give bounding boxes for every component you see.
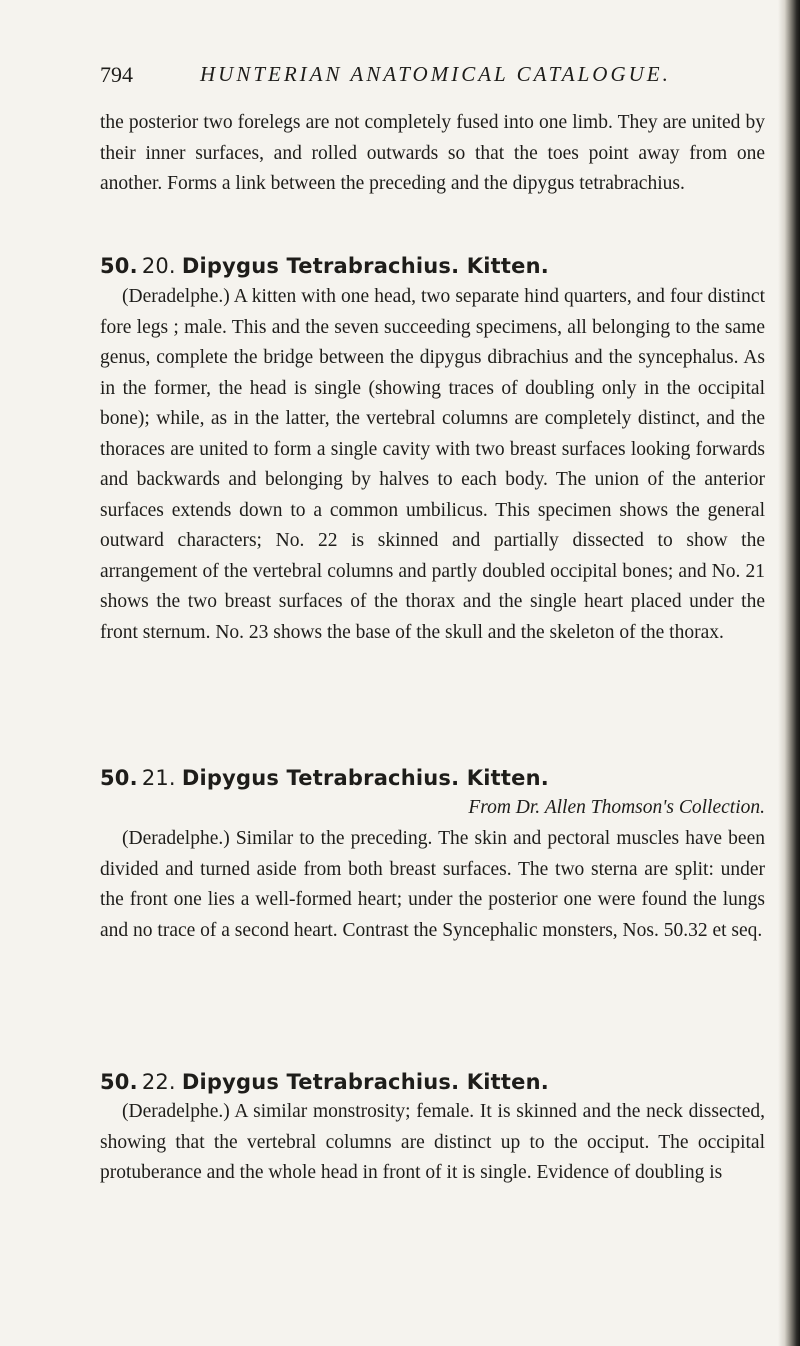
entry-text-50-21: (Deradelphe.) Similar to the preceding. The skin and pectoral muscles have been divided and turned aside from both breast surfaces. The two sterna are split: under the front one lies a well-formed heart; under the posterior one were found the lungs and no trace of a second heart. Contrast the Syncephalic monsters, Nos. 50.32 et seq.	[100, 828, 765, 941]
running-head	[100, 62, 780, 92]
entry-heading-50-22	[100, 1068, 765, 1096]
entry-title: Dipygus Tetrabrachius. Kitten.	[181, 1070, 549, 1094]
book-page-edge	[778, 0, 800, 1346]
entry-number: 50.	[100, 254, 138, 278]
entry-number: 50.	[100, 766, 138, 790]
continuation-paragraph: the posterior two forelegs are not completely fused into one limb. They are united by their inner surfaces, and rolled outwards so that the toes point away from one another. Forms a link between the preceding and the dipygus tetrabrachius.	[100, 112, 765, 194]
entry-number: 50.	[100, 1070, 138, 1094]
entry-subnumber: 22.	[141, 1070, 176, 1094]
entry-title: Dipygus Tetrabrachius. Kitten.	[181, 254, 549, 278]
entry-title: Dipygus Tetrabrachius. Kitten.	[181, 766, 549, 790]
entry-heading-50-21	[100, 764, 765, 792]
entry-text-50-20: (Deradelphe.) A kitten with one head, two separate hind quarters, and four distinct fore legs ; male. This and the seven succeeding specimens, all belonging to the same genus, complete the bridge between the dipygus dibrachius and the syncephalus. As in the former, the head is single (showing traces of doubling only in the occipital bone); while, as in the latter, the vertebral columns are completely distinct, and the thoraces are united to form a single cavity with two breast surfaces looking forwards and backwards and belonging by halves to each body. The union of the anterior surfaces extends down to a common umbilicus. This specimen shows the general outward characters; No. 22 is skinned and partially dissected to show the arrangement of the vertebral columns and partly doubled occipital bones; and No. 21 shows the two breast surfaces of the thorax and the single heart placed under the front sternum. No. 23 shows the base of the skull and the skeleton of the thorax.	[100, 286, 765, 643]
page-number: 794	[100, 62, 133, 87]
entry-subnumber: 20.	[141, 254, 176, 278]
entry-source-50-21: From Dr. Allen Thomson's Collection.	[468, 797, 765, 818]
entry-heading-50-20	[100, 252, 765, 280]
catalogue-title: HUNTERIAN ANATOMICAL CATALOGUE.	[200, 62, 671, 86]
entry-text-50-22: (Deradelphe.) A similar monstrosity; female. It is skinned and the neck dissected, showing that the vertebral columns are distinct up to the occiput. The occipital protuberance and the whole head in front of it is single. Evidence of doubling is	[100, 1101, 765, 1183]
entry-subnumber: 21.	[141, 766, 176, 790]
